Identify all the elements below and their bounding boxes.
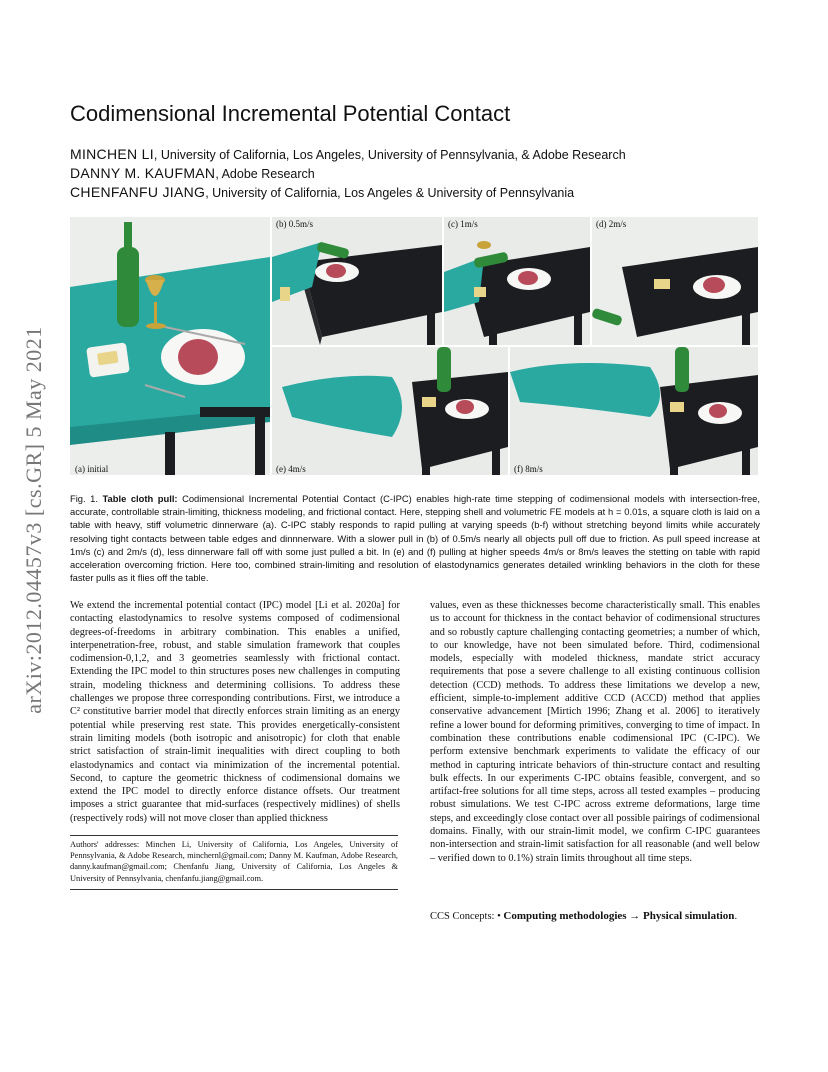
figure-panel-d [592, 217, 758, 345]
figure-panel-c [444, 217, 590, 345]
author-name: CHENFANFU JIANG [70, 184, 206, 200]
figure-panel-e [272, 347, 508, 475]
footnote-divider [70, 835, 398, 836]
author-affiliation: , University of California, Los Angeles, University of Pennsylvania, & Adobe Research [153, 148, 626, 162]
caption-label: Fig. 1. [70, 493, 98, 504]
panel-a-render [70, 217, 270, 475]
panel-label-d: (d) 2m/s [596, 219, 627, 229]
panel-b-render [272, 217, 442, 345]
author-affiliation: , University of California, Los Angeles & University of Pennsylvania [205, 186, 575, 200]
caption-title: Table cloth pull: [102, 493, 178, 504]
author-line [70, 183, 770, 202]
abstract-left-column: We extend the incremental potential contact (IPC) model [Li et al. 2020a] for contacting elastodynamics to resolve systems composed of codimensional degrees-of-freedoms in arbitrary combination. This enables a unified, interpenetration-free, robust, and stable simulation framework that couples codimension-0,1,2, and 3 geometries seamlessly with frictional contact. Extending the IPC model to thin structures poses new challenges in computing strain, modeling thickness and determining collisions. To address these challenges we propose three corresponding contributions. First, we introduce a C² constitutive barrier model that directly enforces strain limiting as an energy potential while preserving rest state. This provides energetically-consistent strain limiting models (both isotropic and anisotropic) for cloth that enable strict satisfaction of strain-limit inequalities with direct coupling to both elastodynamics and contact via minimization of the incremental potential. Second, to capture the geometric thickness of codimensional domains we extend the IPC model to directly enforce distance offsets. Our treatment imposes a strict guarantee that mid-surfaces (respectively midlines) of shells (respectively rods) will not move closer than applied thickness [70, 600, 400, 824]
author-addresses-footnote: Authors' addresses: Minchen Li, University of California, Los Angeles, University of Pennsylvania, & Adobe Research, minchernl@gmail.com; Danny M. Kaufman, Adobe Research, danny.kaufman@gmail.com; Chenfanfu Jiang, University of California, Los Angeles & University of Pennsylvania, chenfanfu.jiang@gmail.com. [70, 840, 398, 883]
panel-label-a: (a) initial [75, 464, 109, 474]
abstract-right-column: values, even as these thicknesses become characteristically small. This enables us to account for thickness in the contact behavior of codimensional structures and so robustly capture challenging contacting geometries; a number of which, to our knowledge, have not been simulated before. Third, codimensional models, especially with modeled thickness, mandate strict accuracy requirements that pose a severe challenge to all existing continuous collision detection (CCD) methods. To address these limitations we develop a new, efficient, simple-to-implement additive CCD (ACCD) method that applies conservative advancement [Mirtich 1996; Zhang et al. 2006] to iteratively refine a lower bound for deforming primitives, converging to time of impact. In combination these contributions enable codimensional IPC (C-IPC). We perform extensive benchmark experiments to validate the efficacy of our method in capturing intricate behaviors of thin-structure contact and resulting bulk effects. In our experiments C-IPC obtains feasible, convergent, and so artifact-free solutions for all time steps, across all tested examples – producing robust simulations. We test C-IPC across extreme deformations, large time steps, and exceedingly close contact over all possible pairings of codimensional domains. Finally, with our strain-limit model, we confirm C-IPC guarantees non-intersection and strain-limit satisfaction for all reasonable (and well below – verified down to 0.1%) strain limits throughout all time steps. [430, 600, 760, 864]
figure-panel-a [70, 217, 270, 475]
panel-label-f: (f) 8m/s [514, 464, 543, 474]
ccs-concept: Computing methodologies → Physical simulation [503, 910, 735, 922]
figure-caption [70, 492, 760, 584]
arxiv-identifier: arXiv:2012.04457v3 [cs.GR] 5 May 2021 [21, 326, 47, 714]
caption-text: Codimensional Incremental Potential Contact (C-IPC) enables high-rate time stepping of codimensional models with intersection-free, accurate, controllable strain-limiting, thickness modeling, and frictional contact. Here, stepping shell and volumetric FE models at h = 0.01s, a square cloth is laid on a table with heavy, stiff volumetric dinnerware (a). C-IPC stably responds to rapid pulling at varying speeds (b-f) without stretching beyond limits while accurately resolving tight contacts between table edges and dinnnerware. With a slower pull in (b) of 0.5m/s nearly all objects pull off due to friction. As pull speed increase at 1m/s (c) and 2m/s (d), less dinnerware fall off with some just pulled a bit. In (e) and (f) pulling at higher speeds 4m/s or 8m/s leaves the stetting on table with rapid acceleration overcoming friction. Here too, combined strain-limiting and resolution of elastodynamics generates detailed wrinkling behaviors in the cloth for these faster pulls as it flies off the table. [70, 493, 760, 584]
teaser-figure [70, 217, 758, 475]
ccs-prefix: CCS Concepts: • [430, 911, 504, 922]
author-line [70, 164, 770, 183]
author-name: MINCHEN LI [70, 146, 154, 162]
author-affiliation: , Adobe Research [215, 167, 315, 181]
author-line [70, 145, 770, 164]
panel-e-render [272, 347, 508, 475]
panel-f-render [510, 347, 758, 475]
arxiv-stamp [14, 280, 54, 760]
paper-title: Codimensional Incremental Potential Contact [70, 101, 511, 126]
panel-d-render [592, 217, 758, 345]
figure-panel-b [272, 217, 442, 345]
panel-label-b: (b) 0.5m/s [276, 219, 313, 229]
panel-label-c: (c) 1m/s [448, 219, 478, 229]
footnote-divider-bottom [70, 889, 398, 890]
ccs-suffix: . [734, 911, 738, 922]
ccs-concepts [430, 909, 762, 924]
panel-label-e: (e) 4m/s [276, 464, 306, 474]
figure-panel-f [510, 347, 758, 475]
author-list [70, 145, 770, 202]
panel-c-render [444, 217, 590, 345]
author-name: DANNY M. KAUFMAN [70, 165, 216, 181]
